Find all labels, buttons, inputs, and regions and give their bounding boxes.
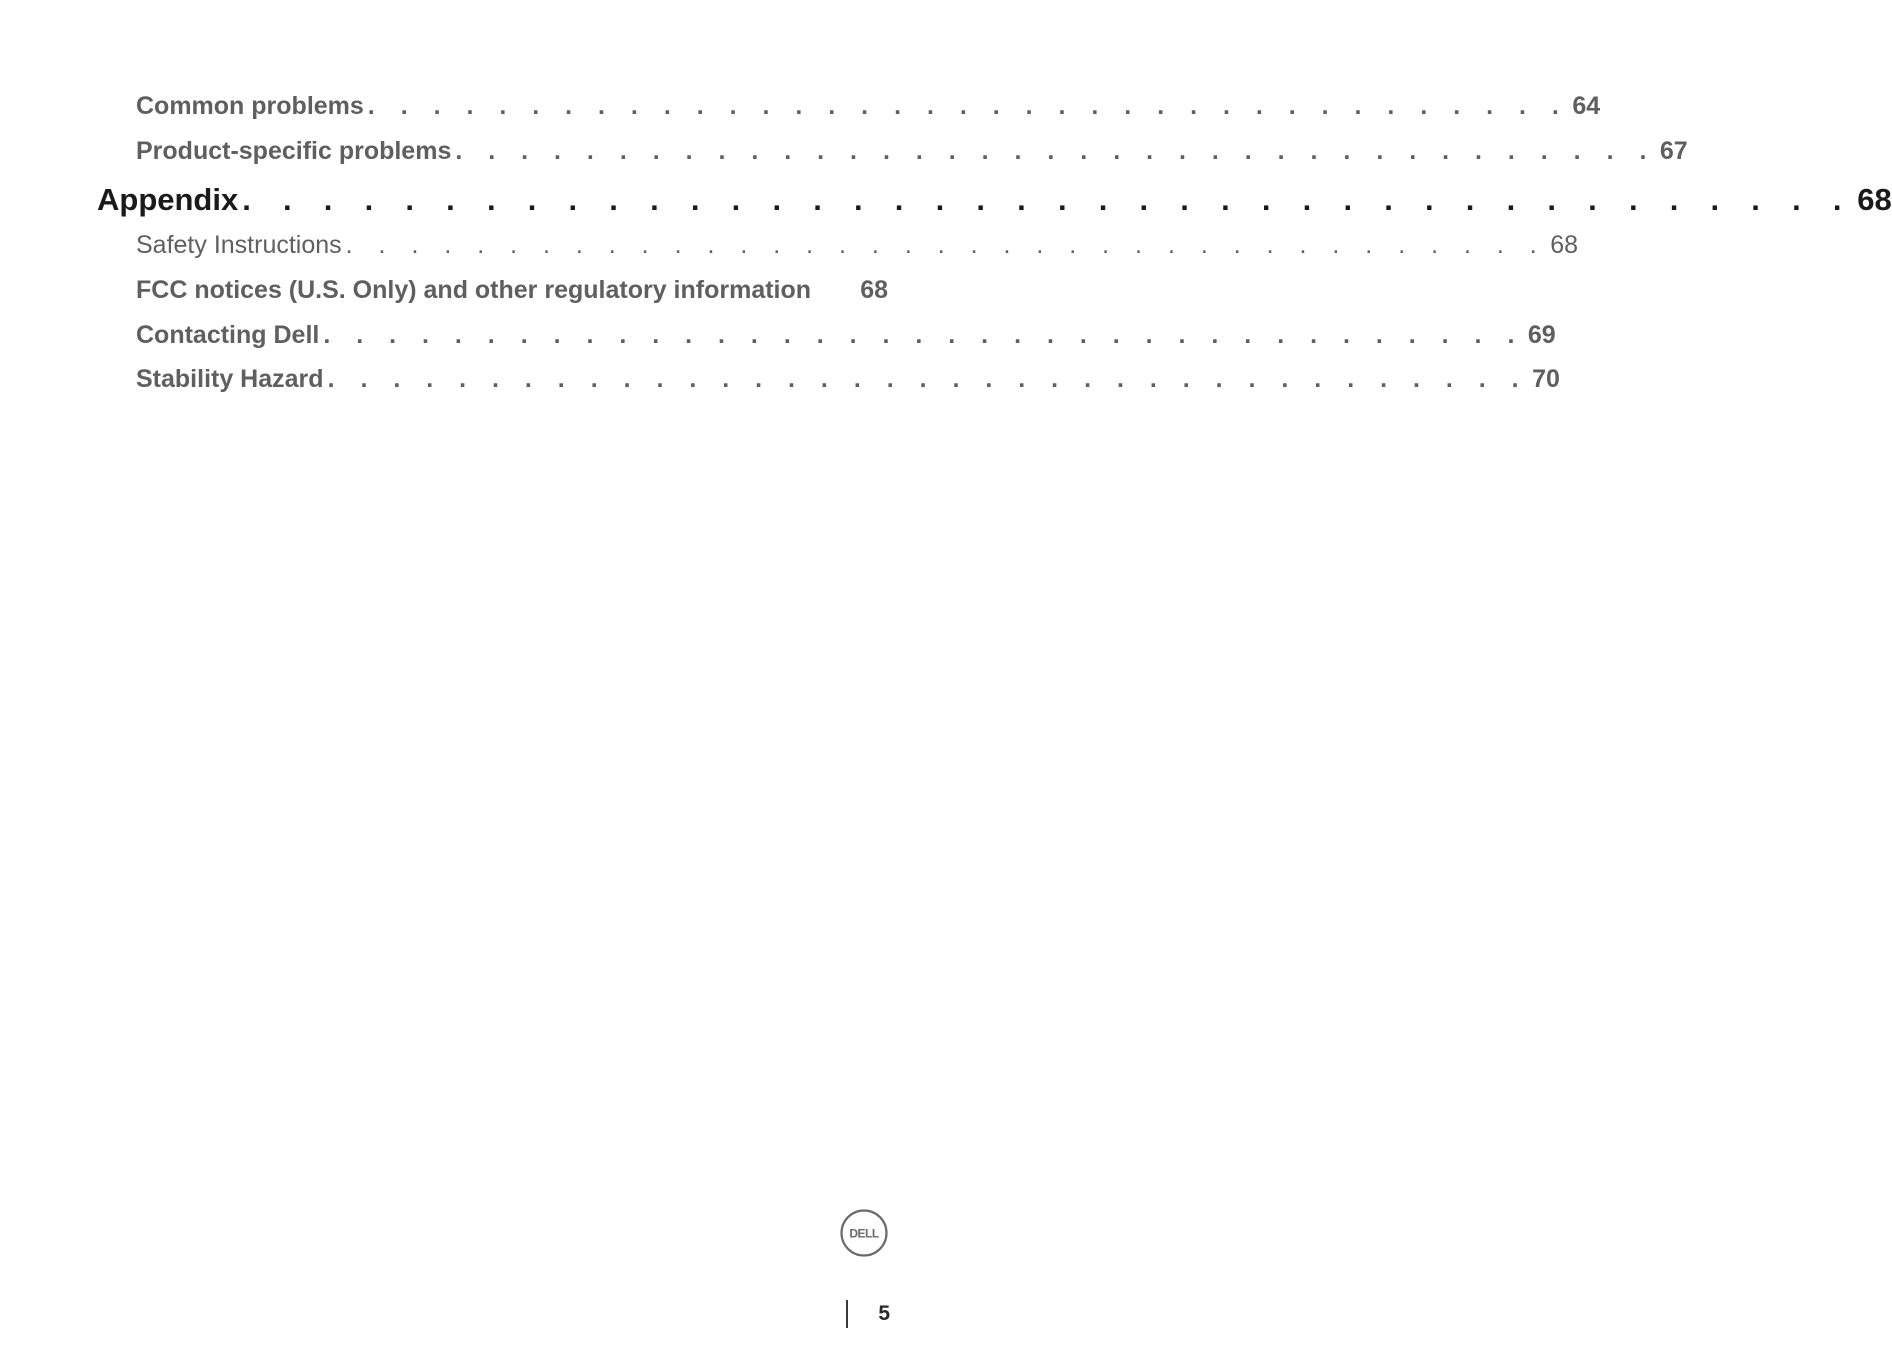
toc-entry-stability-hazard[interactable]: [136, 365, 1560, 394]
toc-page-number: 70: [1532, 365, 1560, 393]
toc-page-number: 69: [1527, 321, 1556, 349]
footer-divider: [846, 1300, 848, 1328]
toc-entry-label: Stability Hazard: [136, 365, 324, 393]
toc-dot-leader: . . . . . . . . . . . . . . . . . . . . . . . . . . . . . . . . . . . . . . . .: [242, 182, 1854, 217]
toc-entry-fcc-notices[interactable]: [136, 276, 888, 305]
dell-logo-icon: [840, 1209, 888, 1257]
toc-page-number: 68: [1857, 182, 1892, 217]
toc-entry-product-specific-problems[interactable]: [136, 137, 1688, 166]
toc-dot-leader: . . . . . . . . . . . . . . . . . . . . . . . . . . . . . . . . . . . . .: [323, 321, 1524, 349]
toc-entry-safety-instructions[interactable]: [136, 231, 1579, 260]
toc-entry-contacting-dell[interactable]: [136, 321, 1556, 350]
toc-entry-label: Appendix: [97, 182, 239, 217]
toc-entry-appendix[interactable]: [97, 182, 1892, 218]
toc-entry-label: FCC notices (U.S. Only) and other regulatory information: [136, 276, 812, 304]
toc-entry-label: Safety Instructions: [136, 231, 342, 259]
toc-entry-label: Contacting Dell: [136, 321, 320, 349]
toc-page-number: 67: [1659, 137, 1688, 165]
toc-dot-leader: . . . . . . . . . . . . . . . . . . . . . . . . . . . . . . . . . . . . .: [345, 231, 1547, 259]
dell-logo-text: DELL: [849, 1226, 879, 1241]
toc-dot-leader: . . . . . . . . . . . . . . . . . . . . . . . . . . . . . . . . . . . . .: [327, 365, 1529, 393]
footer-page-number: 5: [878, 1302, 890, 1325]
toc-entry-label: Product-specific problems: [136, 137, 452, 165]
toc-dot-leader: . . . . . . . . . . . . . . . . . . . . . . . . . . . . . . . . . . . . .: [455, 137, 1656, 165]
toc-page-number: 68: [1550, 231, 1579, 259]
toc-page-number: 64: [1572, 92, 1601, 120]
toc-entry-common-problems[interactable]: [136, 92, 1601, 121]
toc-entry-label: Common problems: [136, 92, 364, 120]
toc-page-number: 68: [860, 276, 888, 304]
toc-dot-leader: . . . . . . . . . . . . . . . . . . . . . . . . . . . . . . . . . . . . .: [367, 92, 1569, 120]
